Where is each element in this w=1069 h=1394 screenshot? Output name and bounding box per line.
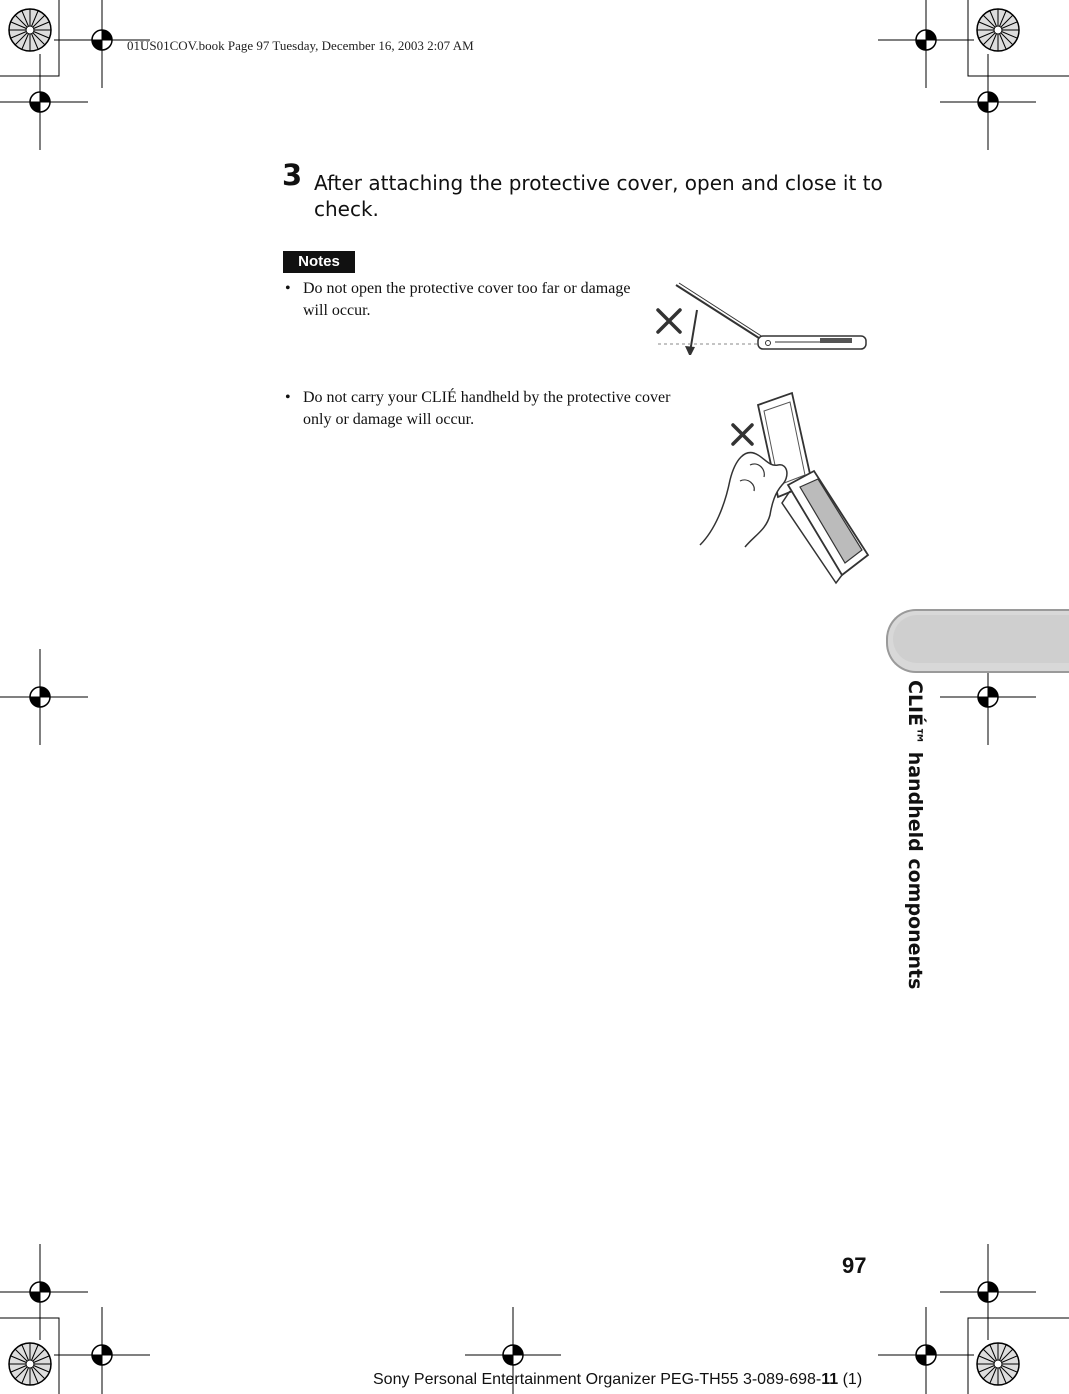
footer-bold: 11 xyxy=(821,1371,839,1388)
note-item xyxy=(285,278,650,328)
footer-prefix: Sony Personal Entertainment Organizer PEG-TH55 3-089-698- xyxy=(373,1371,822,1388)
section-side-label: CLIÉ™ handheld components xyxy=(904,680,926,990)
step-number: 3 xyxy=(282,158,303,192)
prohibited-x-icon xyxy=(658,310,680,332)
color-wheel-icon xyxy=(9,1343,51,1385)
step-text: After attaching the protective cover, open and close it to check. xyxy=(314,171,883,221)
registration-mark-icon xyxy=(0,54,88,150)
page-number: 97 xyxy=(842,1253,867,1278)
registration-mark-icon xyxy=(940,54,1036,150)
cover-open-too-far-illustration xyxy=(650,280,875,355)
side-tab-label-wrapper xyxy=(896,680,932,990)
footer-text xyxy=(373,1371,862,1389)
registration-mark-icon xyxy=(878,1307,974,1394)
carry-by-cover-illustration xyxy=(690,385,875,585)
color-wheel-icon xyxy=(977,9,1019,51)
file-info-header: 01US01COV.book Page 97 Tuesday, December 16, 2003 2:07 AM xyxy=(127,38,474,53)
down-arrow-icon xyxy=(685,310,697,355)
notes-label: Notes xyxy=(283,251,355,273)
note-text: Do not carry your CLIÉ handheld by the protective cover only or damage will occur. xyxy=(303,389,671,428)
note-text: Do not open the protective cover too far or damage will occur. xyxy=(303,280,631,319)
footer-suffix: (1) xyxy=(838,1371,863,1388)
section-thumb-tab-inner xyxy=(893,615,1069,663)
registration-mark-icon xyxy=(0,649,88,745)
prohibited-x-icon xyxy=(733,425,752,444)
registration-mark-icon xyxy=(54,1307,150,1394)
hand xyxy=(700,453,787,547)
color-wheel-icon xyxy=(9,9,51,51)
registration-mark-icon xyxy=(878,0,974,88)
color-wheel-icon xyxy=(977,1343,1019,1385)
note-item xyxy=(285,387,695,437)
registration-mark-icon xyxy=(0,1244,88,1340)
bullet: • xyxy=(285,389,291,406)
registration-mark-icon xyxy=(940,1244,1036,1340)
bullet: • xyxy=(285,280,291,297)
